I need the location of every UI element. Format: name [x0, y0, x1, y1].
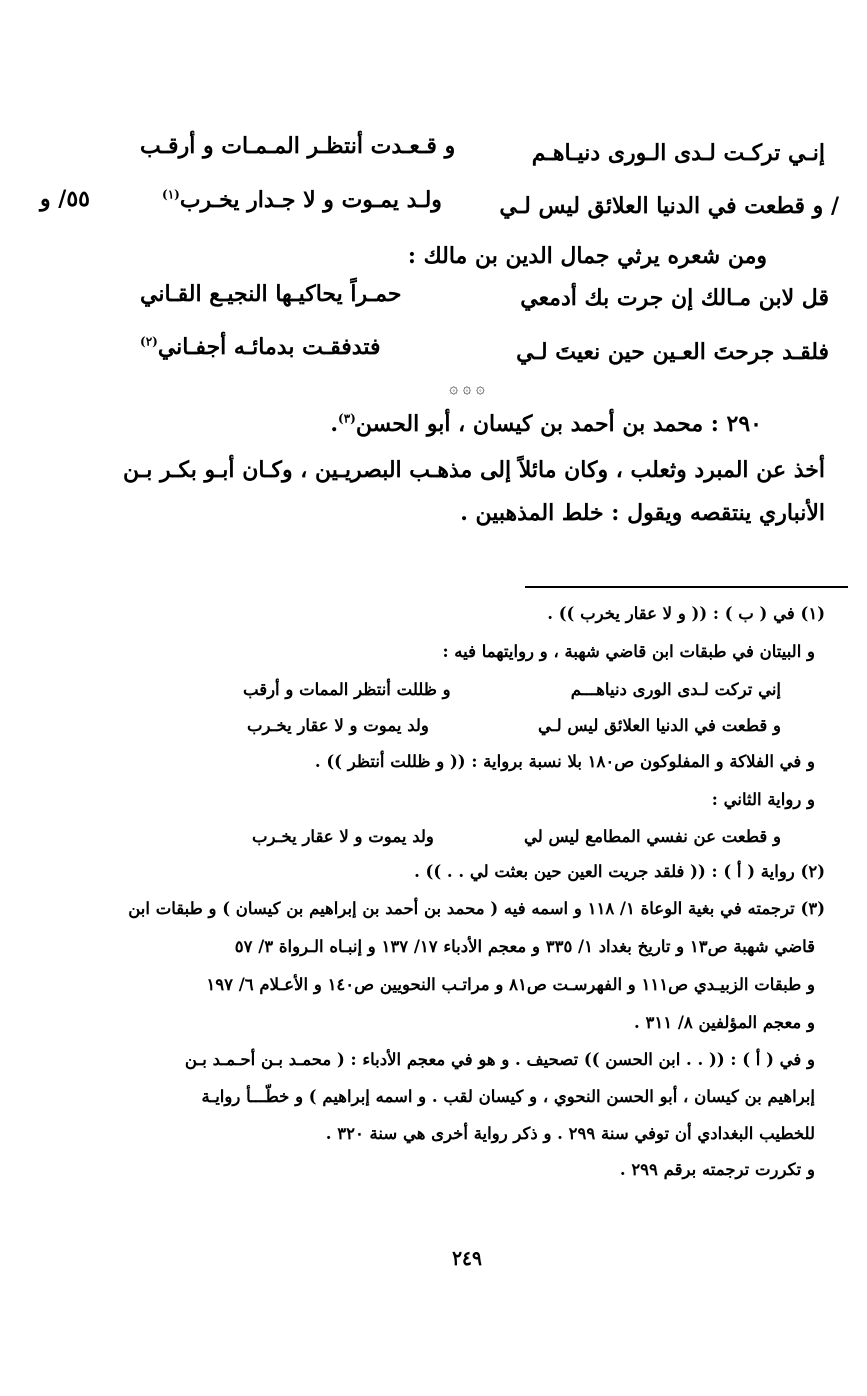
- verse-3-left: حمـراً يحاكيـها النجيـع القـاني: [140, 281, 402, 307]
- footnote-1-verse-3-right: و قطعت عن نفسي المطامع ليس لي: [524, 827, 781, 846]
- footnote-3-line-1: (٣) ترجمته في بغية الوعاة ١/ ١١٨ و اسمه فيه ( محمد بن أحمد بن إبراهيم بن كيسان ) و طبقات ابن: [128, 899, 825, 918]
- footnote-3-line-6: إبراهيم بن كيسان ، أبو الحسن النحوي ، و كيسان لقب . و اسمه إبراهيم ) و خطّـــأ روايـة: [201, 1087, 815, 1106]
- footnote-1-verse-3-left: ولد يموت و لا عقار يخـرب: [252, 827, 434, 846]
- footnote-1-verse-2-left: ولد يموت و لا عقار يخـرب: [247, 716, 429, 735]
- footnote-ref-1: (١): [162, 187, 180, 202]
- verse-3-right: قل لابن مـالك إن جرت بك أدمعي: [520, 285, 829, 311]
- verse-2-left: [162, 187, 442, 213]
- footnote-divider: [525, 586, 848, 588]
- entry-heading-text: ٢٩٠ : محمد بن أحمد بن كيسان ، أبو الحسن: [355, 411, 762, 437]
- page-number: ٢٤٩: [452, 1246, 482, 1270]
- verse-4-right: فلقـد جرحتَ العـين حين نعيتَ لـي: [516, 339, 829, 365]
- verse-2-left-text: ولـد يمـوت و لا جـدار يخـرب: [179, 187, 442, 213]
- footnote-1-line-2: و البيتان في طبقات ابن قاضي شهبة ، و روايتهما فيه :: [442, 642, 815, 661]
- entry-heading-end: .: [330, 411, 338, 437]
- footnote-3-line-3: و طبقات الزبيـدي ص١١١ و الفهرسـت ص٨١ و مراتـب النحويين ص١٤٠ و الأعـلام ٦/ ١٩٧: [206, 975, 815, 994]
- footnote-3-line-4: و معجم المؤلفين ٨/ ٣١١ .: [634, 1013, 815, 1032]
- verse-2-right: / و قطعت في الدنيا العلائق ليس لـي: [499, 193, 839, 219]
- footnote-2: (٢) رواية ( أ ) : (( فلقد جريت العين حين بعثت لي . . )) .: [414, 862, 825, 881]
- footnote-3-line-7: للخطيب البغدادي أن توفي سنة ٢٩٩ . و ذكر رواية أخرى هي سنة ٣٢٠ .: [325, 1124, 815, 1143]
- verse-1-left: و قـعـدت أنتظـر المـمـات و أرقـب: [140, 133, 456, 159]
- footnote-1-line-4: و رواية الثاني :: [711, 790, 815, 809]
- entry-heading: [330, 411, 762, 437]
- body-line-2: الأنباري ينتقصه ويقول : خلط المذهبين .: [460, 500, 825, 526]
- footnote-1-verse-2-right: و قطعت في الدنيا العلائق ليس لـي: [538, 716, 781, 735]
- footnote-ref-3: (٣): [338, 411, 356, 426]
- footnote-3-line-5: و في ( أ ) : (( . . ابن الحسن )) تصحيف . و هو في معجم الأدباء : ( محمـد بـن أحـمـد بـن: [184, 1050, 815, 1069]
- verse-4-left-text: فتدفقـت بدمائـه أجفـاني: [157, 334, 381, 360]
- footnote-3-line-8: و تكررت ترجمته برقم ٢٩٩ .: [619, 1160, 815, 1179]
- margin-folio-note: ٥٥/ و: [40, 186, 90, 212]
- footnote-1-verse-1-left: و ظللت أنتظر الممات و أرقب: [243, 680, 451, 699]
- intro-line: ومن شعره يرثي جمال الدين بن مالك :: [407, 243, 767, 269]
- footnote-1-verse-1-right: إني تركت لـدى الورى دنياهـــم: [570, 680, 781, 699]
- verse-1-right: إنـي تركـت لـدى الـورى دنيـاهـم: [531, 140, 825, 166]
- footnote-3-line-2: قاضي شهبة ص١٣ و تاريخ بغداد ١/ ٣٣٥ و معجم الأدباء ١٧/ ١٣٧ و إنبـاه الـرواة ٣/ ٥٧: [234, 937, 815, 956]
- footnote-1-line-3: و في الفلاكة و المفلوكون ص١٨٠ بلا نسبة برواية : (( و ظللت أنتظر )) .: [314, 752, 815, 771]
- verse-4-left: [140, 334, 381, 360]
- separator-ornament: ۞ ۞ ۞: [449, 378, 485, 397]
- body-line-1: أخذ عن المبرد وثعلب ، وكان مائلاً إلى مذهـب البصريـين ، وكـان أبـو بكـر بـن: [123, 457, 825, 483]
- footnote-ref-2: (٢): [140, 334, 158, 349]
- footnote-1: (١) في ( ب ) : (( و لا عقار يخرب )) .: [547, 604, 825, 623]
